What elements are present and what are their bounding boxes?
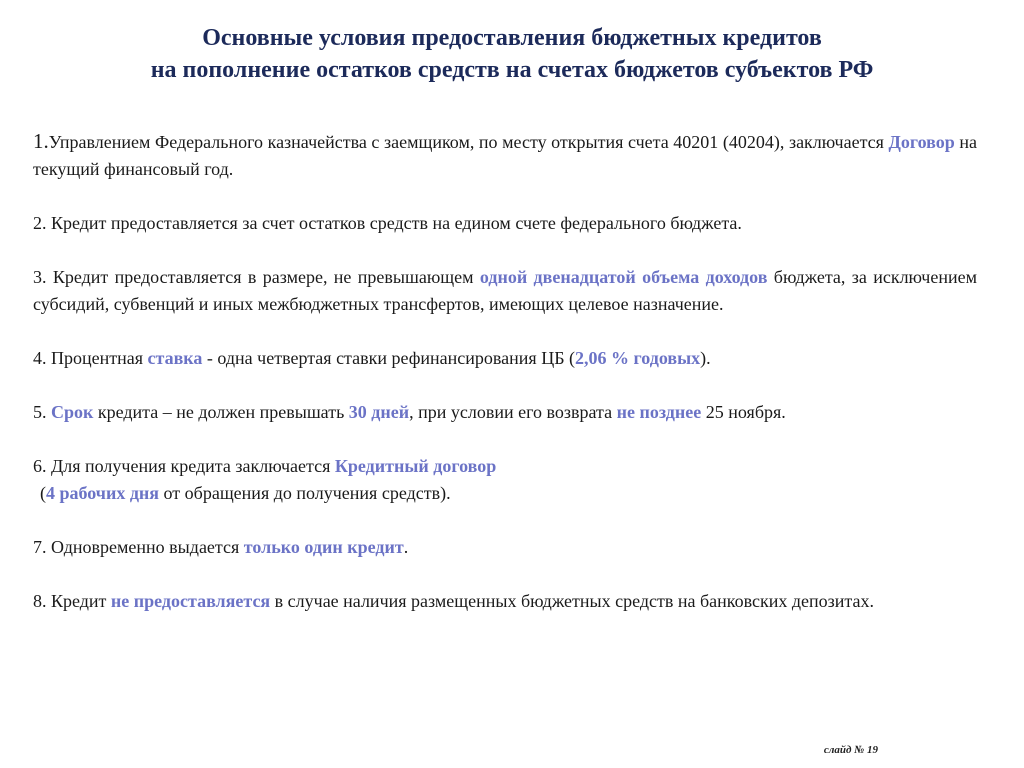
- highlight-days: 30 дней: [348, 402, 410, 422]
- slide-title-line-1: Основные условия предоставления бюджетных кредитов: [202, 25, 822, 51]
- condition-item-5: 5. Срок кредита – не должен превышать 30 дней, при условии его возврата не позднее 25 ноября.: [33, 402, 786, 422]
- highlight-term: Срок: [51, 402, 94, 422]
- highlight-credit-contract: Кредитный договор: [334, 456, 497, 476]
- slide-title-line-2: на пополнение остатков средств на счетах бюджетов субъектов РФ: [150, 57, 874, 83]
- condition-item-3: 3. Кредит предоставляется в размере, не превышающем одной двенадцатой объема доходов бюджета, за исключением субсидий, субвенций и иных межбюджетных трансфертов, имеющих целевое назначение.: [33, 267, 977, 314]
- highlight-working-days: 4 рабочих дня: [46, 483, 160, 503]
- condition-item-2: 2. Кредит предоставляется за счет остатков средств на едином счете федерального бюджета.: [33, 213, 742, 233]
- conditions-list: [33, 128, 977, 615]
- condition-item-4: 4. Процентная ставка - одна четвертая ставки рефинансирования ЦБ (2,06 % годовых).: [33, 348, 711, 368]
- condition-item-1: 1.Управлением Федерального казначейства с заемщиком, по месту открытия счета 40201 (40204), заключается Договор на текущий финансовый год.: [33, 129, 977, 179]
- highlight-amount: одной двенадцатой объема доходов: [479, 267, 768, 287]
- highlight-deadline: не позднее: [616, 402, 702, 422]
- highlight-contract: Договор: [888, 132, 955, 152]
- highlight-rate-value: 2,06 % годовых: [575, 348, 701, 368]
- item-number: 1.: [33, 129, 49, 153]
- highlight-one-credit: только один кредит: [243, 537, 404, 557]
- highlight-rate: ставка: [147, 348, 203, 368]
- slide-title: [0, 22, 1024, 86]
- condition-item-7: 7. Одновременно выдается только один кредит.: [33, 537, 409, 557]
- condition-item-8: 8. Кредит не предоставляется в случае наличия размещенных бюджетных средств на банковских депозитах.: [33, 591, 874, 611]
- condition-item-6: 6. Для получения кредита заключается Кредитный договор (4 рабочих дня от обращения до получения средств).: [33, 456, 497, 503]
- slide-number: слайд № 19: [823, 744, 878, 756]
- highlight-not-provided: не предоставляется: [110, 591, 271, 611]
